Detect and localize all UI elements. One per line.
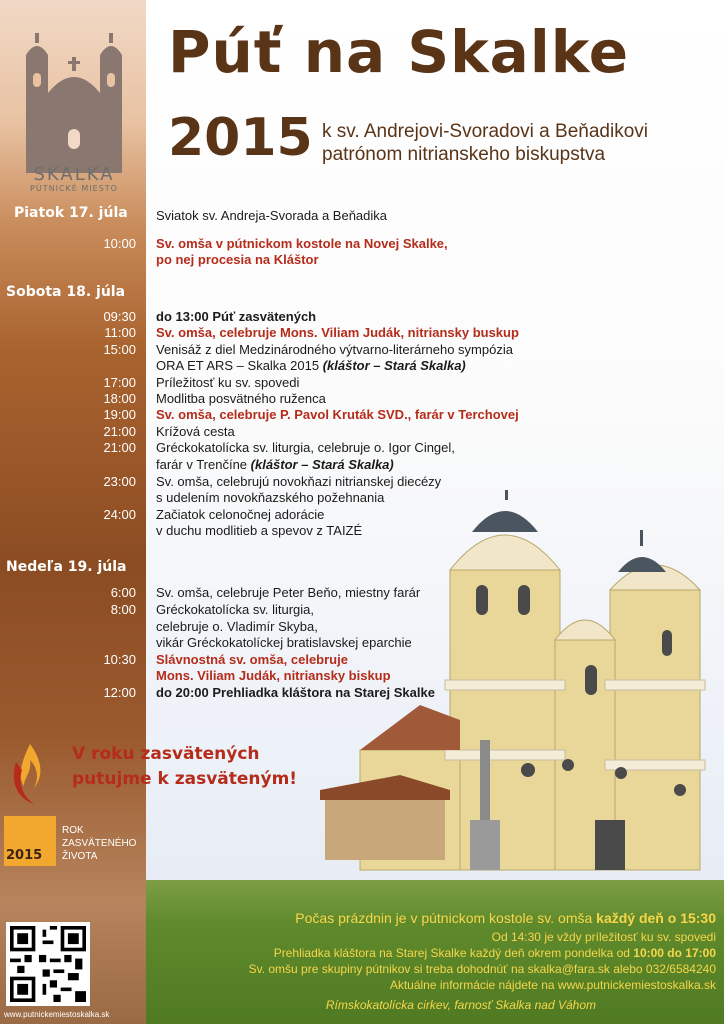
page-year: 2015 [168,108,313,168]
event-text: Sviatok sv. Andreja-Svorada a Beňadika [156,208,388,223]
event-time: 24:00 [103,507,136,522]
page-title: Púť na Skalke [168,18,630,86]
qr-code-icon [10,926,86,1002]
event-text [156,457,394,473]
event-row [0,457,724,473]
event-location: (kláštor – Stará Skalka) [250,457,394,472]
footer-highlight: každý deň o 15:30 [596,910,716,926]
subtitle-line: k sv. Andrejovi-Svoradovi a Beňadikovi [322,121,648,142]
event-time: 19:00 [103,407,136,422]
day-label-sunday: Nedeľa 19. júla [6,559,127,575]
event-text: Sv. omša v pútnickom kostole na Novej Skalke, [156,236,448,251]
event-text: Sv. omša, celebrujú novokňazi nitrianskej diecézy [156,474,442,489]
event-text: Gréckokatolícka sv. liturgia, celebruje o. Igor Cingel, [156,440,455,455]
event-time: 18:00 [103,391,136,406]
event-text: do 13:00 Púť zasvätených [156,309,317,324]
event-row [0,635,724,651]
event-text: Sv. omša, celebruje P. Pavol Kruták SVD., farár v Terchovej [156,407,519,422]
logo-tagline: PÚTNICKÉ MIESTO [30,184,118,193]
page-subtitle [322,120,648,166]
event-time: 23:00 [103,474,136,489]
event-row [0,652,724,668]
website-link[interactable]: www.putnickemiestoskalka.sk [4,1010,110,1019]
day-label-friday: Piatok 17. júla [14,205,128,221]
rok-line: ROK [62,825,84,836]
event-row [0,507,724,523]
event-time: 11:00 [104,325,136,340]
rok-line: ZASVÄTENÉHO [62,838,137,849]
event-text: Modlitba posvätného ruženca [156,391,326,406]
event-row [0,375,724,391]
event-row [0,523,724,539]
event-row [0,474,724,490]
event-time: 15:00 [103,342,136,357]
logo-name: SKALKA [33,164,115,185]
event-row [0,668,724,684]
event-text: s udelením novokňazského požehnania [156,490,385,505]
event-row [0,440,724,456]
slogan [72,742,297,792]
slogan-line: V roku zasvätených [72,744,260,764]
event-text: celebruje o. Vladimír Skyba, [156,619,318,634]
event-row [0,236,724,252]
event-text: Príležitosť ku sv. spovedi [156,375,300,390]
event-text: Krížová cesta [156,424,235,439]
event-text: vikár Gréckokatolíckej bratislavskej eparchie [156,635,412,650]
event-time: 10:00 [103,236,136,251]
event-row [0,358,724,374]
event-row [0,424,724,440]
event-row [0,490,724,506]
event-row [0,309,724,325]
event-time: 17:00 [103,375,136,390]
footer-text: Počas prázdnin je v pútnickom kostole sv. omša [295,910,597,926]
event-row [0,325,724,341]
event-text: Gréckokatolícka sv. liturgia, [156,602,314,617]
event-row [0,585,724,601]
event-text: Sv. omša, celebruje Peter Beňo, miestny farár [156,585,421,600]
event-text-part: farár v Trenčíne [156,457,251,472]
event-text: po nej procesia na Kláštor [156,252,319,267]
event-text-part: ORA ET ARS – Skalka 2015 [156,358,323,373]
rok-line: ŽIVOTA [62,851,98,862]
rok-year: 2015 [6,848,43,863]
footer-text: Prehliadka kláštora na Starej Skalke každý deň okrem pondelka od [273,946,634,960]
event-row [0,342,724,358]
slogan-line: putujme k zasväteným! [72,769,298,789]
footer-line [295,910,716,926]
day-heading [0,208,724,224]
event-time: 12:00 [103,685,136,700]
day-label-saturday: Sobota 18. júla [6,284,126,300]
event-text: Venisáž z diel Medzinárodného výtvarno-literárneho sympózia [156,342,513,357]
event-row [0,407,724,423]
event-text: Slávnostná sv. omša, celebruje [156,652,348,667]
event-time: 10:30 [103,652,136,667]
qr-code[interactable] [6,922,90,1006]
event-time: 21:00 [103,424,136,439]
event-location: (kláštor – Stará Skalka) [322,358,466,373]
event-time: 21:00 [103,440,136,455]
footer-highlight: 10:00 do 17:00 [633,946,716,960]
footer-line: Sv. omšu pre skupiny pútnikov si treba dohodnúť na skalka@fara.sk alebo 032/6584240 [248,962,716,976]
event-time: 09:30 [103,309,136,324]
event-text: v duchu modlitieb a spevov z TAIZÉ [156,523,363,538]
event-row [0,602,724,618]
event-text: Sv. omša, celebruje Mons. Viliam Judák, nitriansky buskup [156,325,519,340]
footer-line: Rímskokatolícka cirkev, farnosť Skalka nad Váhom [325,998,596,1012]
footer-line [274,946,716,960]
event-row [0,391,724,407]
event-text: Mons. Viliam Judák, nitriansky biskup [156,668,391,683]
event-text: do 20:00 Prehliadka kláštora na Starej Skalke [156,685,435,700]
flame-icon [10,742,50,806]
event-text [156,358,466,374]
footer-line: Od 14:30 je vždy príležitosť ku sv. spovedi [491,930,716,944]
footer-line: Aktuálne informácie nájdete na www.putnickemiestoskalka.sk [389,978,716,992]
event-text: Začiatok celonočnej adorácie [156,507,325,522]
subtitle-line: patrónom nitrianskeho biskupstva [322,144,606,165]
event-time: 6:00 [110,585,136,600]
event-row [0,685,724,701]
event-row [0,252,724,268]
event-time: 8:00 [110,602,136,617]
rok-text [62,824,136,863]
event-row [0,619,724,635]
